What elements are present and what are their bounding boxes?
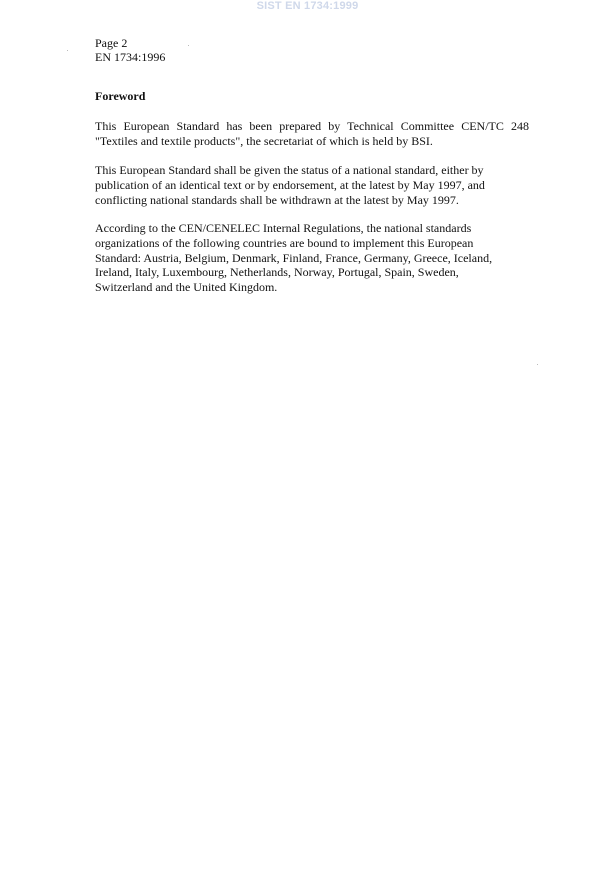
- paragraph-line: "Textiles and textile products", the secretariat of which is held by BSI.: [95, 133, 433, 148]
- page-header: [95, 36, 165, 64]
- paragraph-line: publication of an identical text or by endorsement, at the latest by May 1997, and: [95, 177, 485, 192]
- paragraph-line: organizations of the following countries are bound to implement this European: [95, 235, 474, 250]
- foreword-paragraph-2: [95, 163, 485, 207]
- foreword-heading: Foreword: [95, 89, 146, 103]
- page-number: Page 2: [95, 36, 128, 50]
- paragraph-line: conflicting national standards shall be withdrawn at the latest by May 1997.: [95, 192, 459, 207]
- paragraph-line: This European Standard shall be given the status of a national standard, either by: [95, 163, 484, 177]
- scan-speck: [67, 50, 68, 51]
- foreword-paragraph-1: [95, 119, 529, 149]
- standard-number: EN 1734:1996: [95, 50, 166, 64]
- paragraph-line: Switzerland and the United Kingdom.: [95, 280, 278, 295]
- paragraph-line: Standard: Austria, Belgium, Denmark, Finland, France, Germany, Greece, Iceland,: [95, 250, 493, 265]
- watermark-text: SIST EN 1734:1999: [256, 0, 359, 12]
- paragraph-line: This European Standard has been prepared by Technical Committee CEN/TC 248: [95, 119, 529, 133]
- paragraph-line: Ireland, Italy, Luxembourg, Netherlands, Norway, Portugal, Spain, Sweden,: [95, 265, 459, 280]
- scan-speck: [537, 364, 538, 365]
- foreword-paragraph-3: [95, 221, 492, 295]
- scan-speck: [188, 45, 189, 46]
- paragraph-line: According to the CEN/CENELEC Internal Regulations, the national standards: [95, 221, 472, 235]
